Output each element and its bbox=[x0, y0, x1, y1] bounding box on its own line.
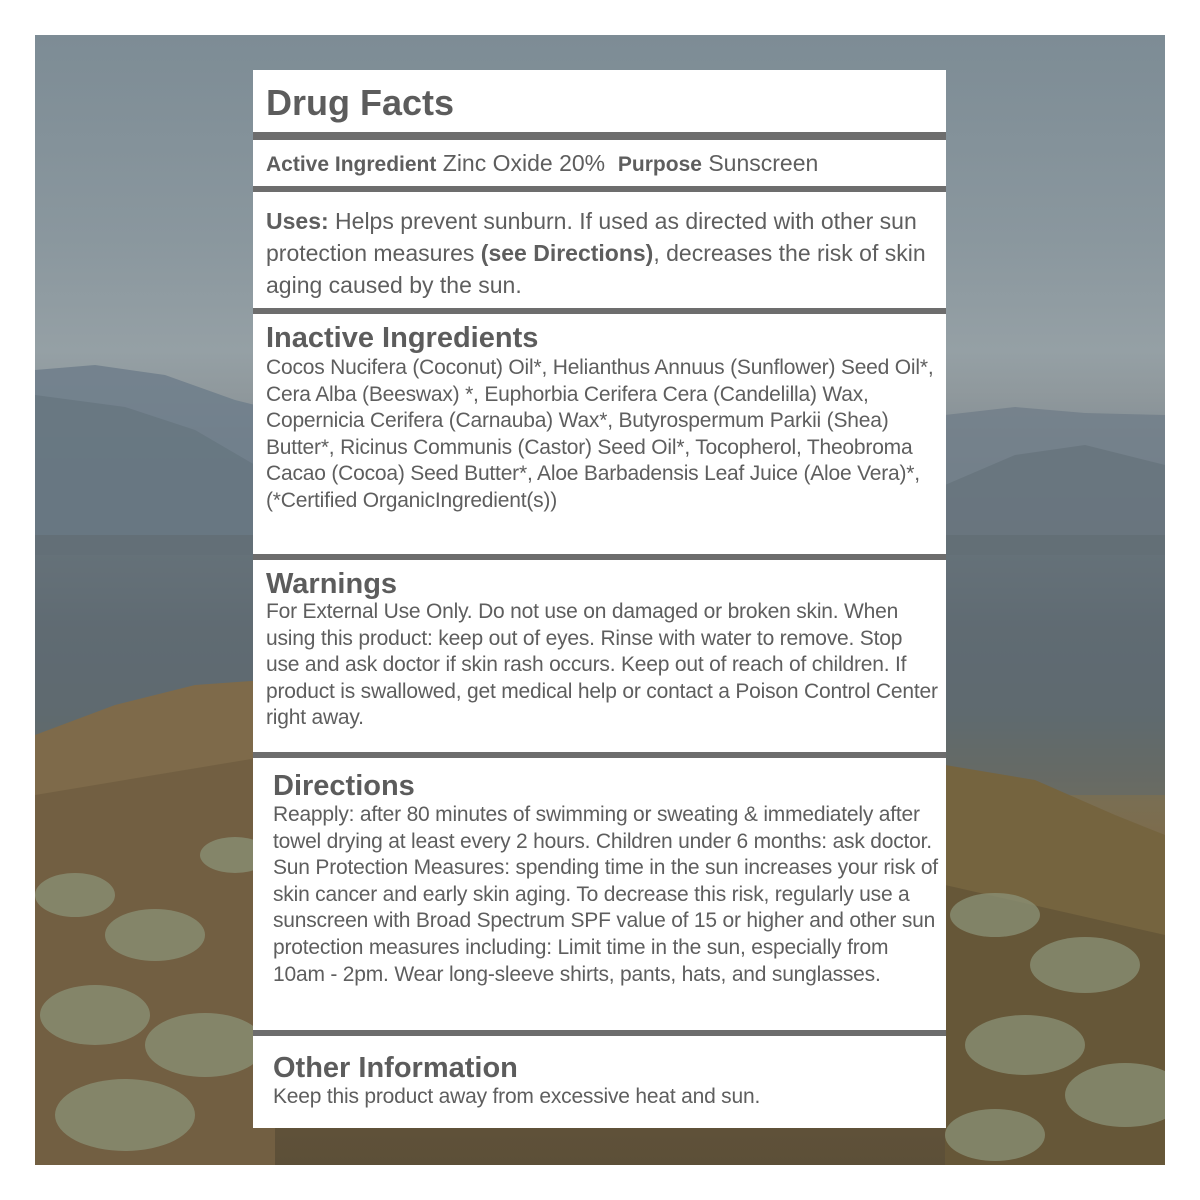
active-ingredient-box bbox=[253, 140, 946, 186]
other-information-box bbox=[253, 1036, 946, 1128]
warnings-box bbox=[253, 560, 946, 752]
warnings-body: For External Use Only. Do not use on damaged or broken skin. When using this product: keep out of eyes. Rinse with water to remove. Stop use and ask doctor if skin rash occurs. Keep out of reach of children. If product is swallowed, get medical help or contact a Poison Control Center right away. bbox=[266, 600, 938, 730]
inactive-ingredients-body: Cocos Nucifera (Coconut) Oil*, Helianthus Annuus (Sunflower) Seed Oil*, Cera Alba (Beeswax) *, Euphorbia Cerifera Cera (Candelilla) Wax, Copernicia Cerifera (Carnauba) Wax*, Butyrospermum Parkii (Shea) Butter*, Ricinus Communis (Castor) Seed Oil*, Tocopherol, Theobroma Cacao (Cocoa) Seed Butter*, Aloe Barbadensis Leaf Juice (Aloe Vera)*, (*Certified OrganicIngredient(s)) bbox=[266, 356, 934, 512]
purpose-label: Purpose bbox=[617, 153, 702, 176]
active-ingredient-value: Zinc Oxide 20% bbox=[442, 150, 606, 176]
other-information-body: Keep this product away from excessive heat and sun. bbox=[273, 1085, 761, 1108]
directions-body: Reapply: after 80 minutes of swimming or sweating & immediately after towel drying at least every 2 hours. Children under 6 months: ask doctor. Sun Protection Measures: spending time in the sun increases your risk of skin cancer and early skin aging. To decrease this risk, regularly use a sunscreen with Broad Spectrum SPF value of 15 or higher and other sun protection measures including: Limit time in the sun, especially from 10am - 2pm. Wear long-sleeve shirts, pants, hats, and sunglasses. bbox=[273, 803, 938, 986]
warnings-heading: Warnings bbox=[266, 568, 398, 600]
uses-text bbox=[266, 205, 926, 301]
drug-facts-panel bbox=[253, 70, 946, 1128]
uses-text-part-1: Helps prevent sunburn. If used as directed with other sun protection measures bbox=[266, 208, 917, 266]
inactive-ingredients-heading: Inactive Ingredients bbox=[266, 322, 539, 354]
uses-box bbox=[253, 192, 946, 308]
directions-heading: Directions bbox=[273, 770, 415, 802]
uses-text-part-2: , decreases the risk of skin aging caused by the sun. bbox=[266, 240, 926, 298]
purpose-value: Sunscreen bbox=[708, 150, 819, 176]
directions-box bbox=[253, 758, 946, 1030]
drug-facts-title: Drug Facts bbox=[266, 82, 455, 123]
active-ingredient-line bbox=[266, 150, 818, 177]
other-information-heading: Other Information bbox=[273, 1052, 518, 1084]
active-ingredient-label: Active Ingredient bbox=[266, 153, 437, 176]
inactive-ingredients-box bbox=[253, 314, 946, 554]
uses-label: Uses: bbox=[266, 208, 329, 234]
title-box bbox=[253, 70, 946, 132]
uses-see-directions: (see Directions) bbox=[480, 240, 654, 266]
